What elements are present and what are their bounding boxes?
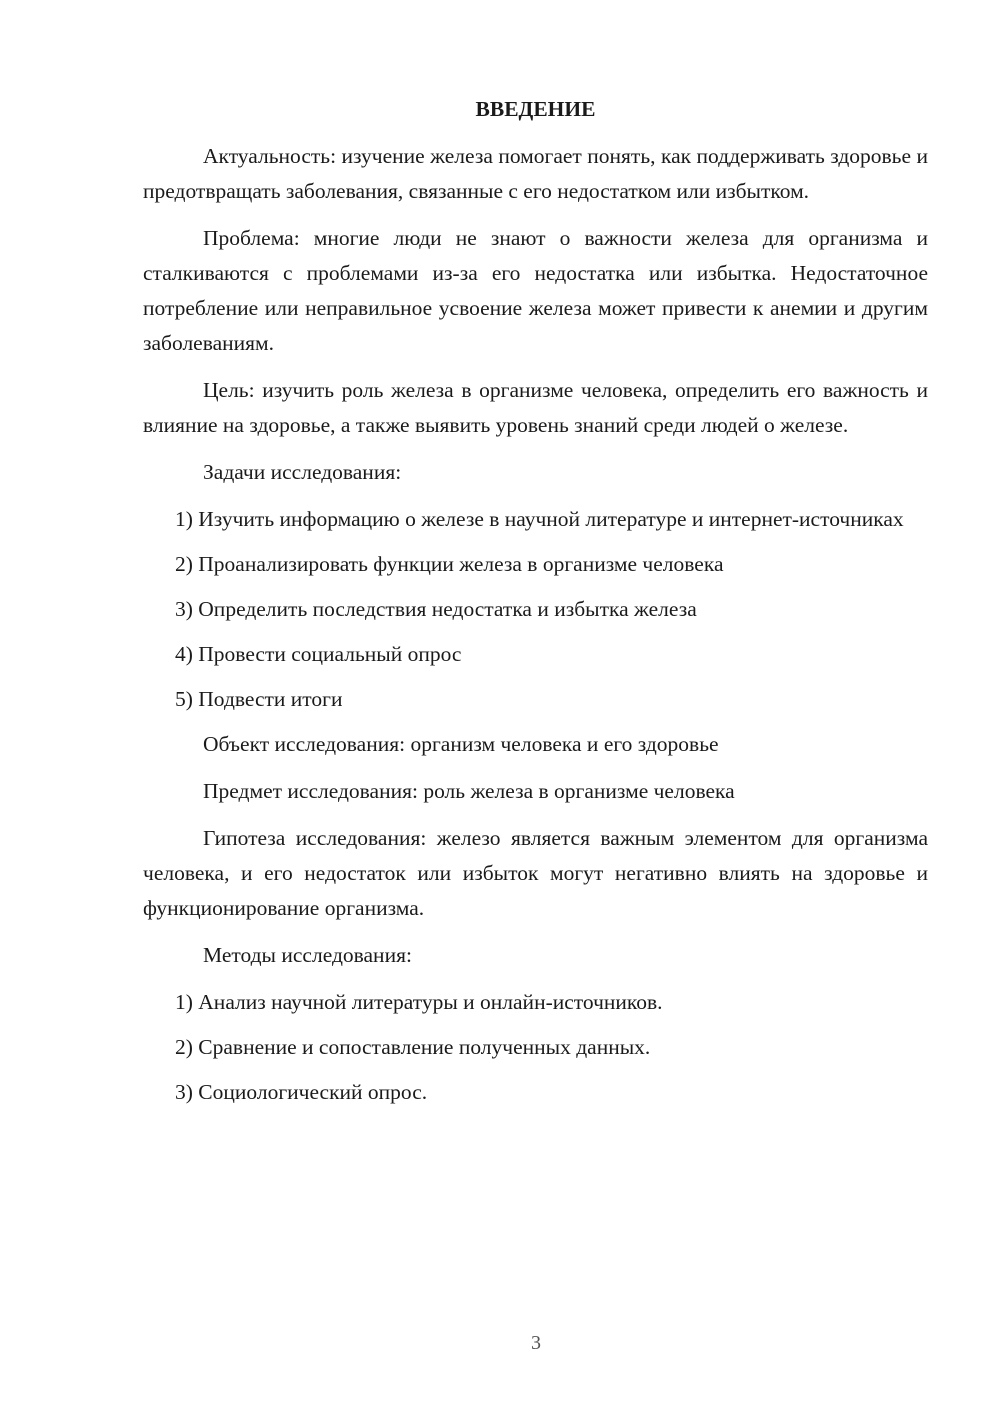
task-item-1: 1) Изучить информацию о железе в научной литературе и интернет-источниках: [175, 507, 904, 531]
document-page: [143, 92, 928, 1120]
method-item-3: 3) Социологический опрос.: [175, 1080, 428, 1104]
task-item-5: 5) Подвести итоги: [175, 687, 343, 711]
relevance-paragraph: Актуальность: изучение железа помогает понять, как поддерживать здоровье и предотвращать заболевания, связанные с его недостатком или избытком.: [143, 144, 928, 203]
subject-paragraph: Предмет исследования: роль железа в организме человека: [203, 779, 735, 803]
goal-paragraph: Цель: изучить роль железа в организме человека, определить его важность и влияние на здоровье, а также выявить уровень знаний среди людей о железе.: [143, 378, 928, 437]
hypothesis-paragraph: Гипотеза исследования: железо является важным элементом для организма человека, и его недостаток или избыток могут негативно влиять на здоровье и функционирование организма.: [143, 826, 928, 920]
object-paragraph: Объект исследования: организм человека и его здоровье: [203, 732, 719, 756]
task-item-4: 4) Провести социальный опрос: [175, 642, 462, 666]
method-item-1: 1) Анализ научной литературы и онлайн-источников.: [175, 990, 663, 1014]
methods-heading: Методы исследования:: [203, 943, 412, 967]
method-item-2: 2) Сравнение и сопоставление полученных данных.: [175, 1035, 651, 1059]
task-item-2: 2) Проанализировать функции железа в организме человека: [175, 552, 724, 576]
tasks-heading: Задачи исследования:: [203, 460, 402, 484]
section-title: ВВЕДЕНИЕ: [475, 97, 596, 121]
problem-paragraph: Проблема: многие люди не знают о важности железа для организма и сталкиваются с проблемами из-за его недостатка или избытка. Недостаточное потребление или неправильное усвоение железа может привести к анемии и другим заболеваниям.: [143, 226, 928, 355]
page-number: 3: [531, 1332, 541, 1354]
task-item-3: 3) Определить последствия недостатка и избытка железа: [175, 597, 697, 621]
